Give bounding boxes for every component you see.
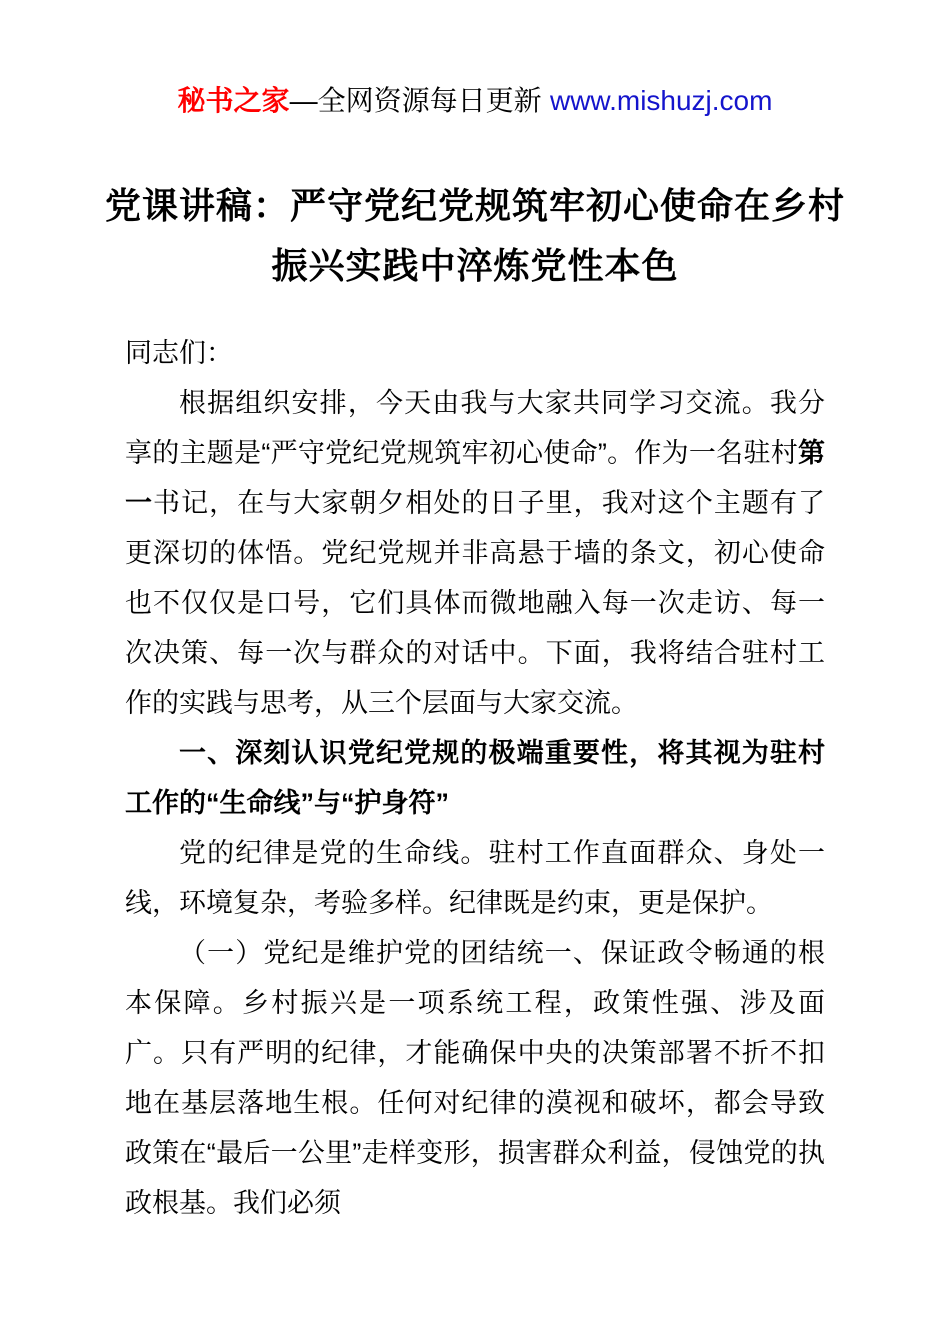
document-title bbox=[0, 176, 950, 296]
document-title-line-1: 党课讲稿：严守党纪党规筑牢初心使命在乡村 bbox=[104, 185, 845, 226]
text-run: 同志们： bbox=[125, 338, 233, 368]
site-header bbox=[0, 0, 950, 118]
paragraph bbox=[125, 728, 825, 828]
text-run: 党的纪律是党的生命线。驻村工作直面群众、身处一线，环境复杂，考验多样。纪律既是约束，更是保护。 bbox=[125, 838, 825, 918]
document-title-line-2: 振兴实践中淬炼党性本色 bbox=[271, 245, 679, 286]
text-run: 书记，在与大家朝夕相处的日子里，我对这个主题有了更深切的体悟。党纪党规并非高悬于墙的条文，初心使命也不仅仅是口号，它们具体而微地融入每一次走访、每一次决策、每一次与群众的对话中。下面，我将结合驻村工作的实践与思考，从三个层面与大家交流。 bbox=[125, 488, 826, 718]
document-body bbox=[125, 328, 825, 1228]
paragraph bbox=[125, 378, 825, 728]
text-run: （一）党纪是维护党的团结统一、保证政令畅通的根本保障。乡村振兴是一项系统工程，政策性强、涉及面广。只有严明的纪律，才能确保中央的决策部署不折不扣地在基层落地生根。任何对纪律的漠视和破坏，都会导致政策在“最后一公里”走样变形，损害群众利益，侵蚀党的执政根基。我们必须 bbox=[125, 938, 825, 1218]
paragraph bbox=[125, 328, 825, 378]
brand-name: 秘书之家 bbox=[177, 85, 290, 116]
bold-text-run: 第一 bbox=[125, 438, 825, 518]
bold-text-run: 一、深刻认识党纪党规的极端重要性，将其视为驻村工作的“生命线”与“护身符” bbox=[125, 738, 825, 818]
paragraph bbox=[125, 828, 825, 928]
site-url-link[interactable]: www.mishuzj.com bbox=[549, 85, 773, 116]
paragraph bbox=[125, 928, 825, 1228]
text-run: 根据组织安排，今天由我与大家共同学习交流。我分享的主题是“严守党纪党规筑牢初心使命”。作为一名驻村 bbox=[125, 388, 825, 468]
header-tagline: —全网资源每日更新 bbox=[289, 85, 542, 116]
